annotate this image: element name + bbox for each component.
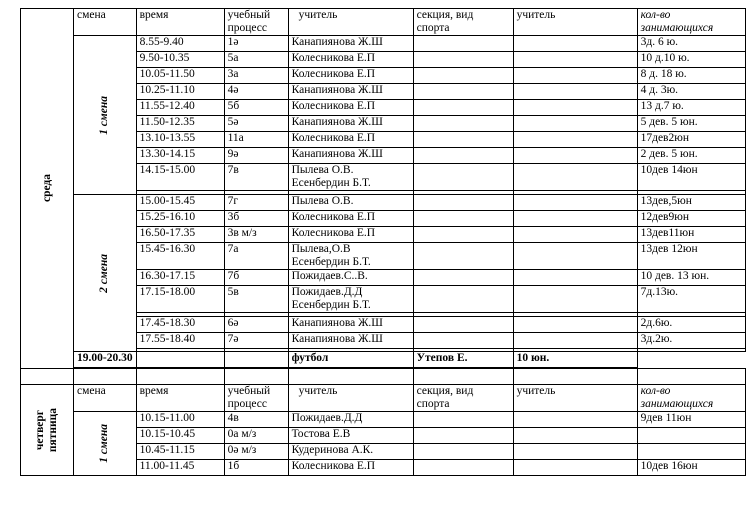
header-process: учебный процесс — [224, 9, 288, 36]
count-cell: 13дев,5юн — [637, 195, 745, 211]
section-cell — [413, 84, 513, 100]
header-process: учебный процесс — [224, 385, 288, 412]
group-cell: 5в — [224, 286, 288, 313]
table-row — [21, 36, 746, 52]
count-cell: 10дев 14юн — [637, 164, 745, 191]
header-teacher: учитель — [288, 385, 413, 412]
count-cell: 2д.6ю. — [637, 317, 745, 333]
time-cell: 15.25-16.10 — [136, 211, 224, 227]
header-section: секция, вид спорта — [413, 385, 513, 412]
teacher2-cell — [513, 52, 637, 68]
time-cell: 11.55-12.40 — [136, 100, 224, 116]
header-time: время — [136, 385, 224, 412]
time-cell: 14.15-15.00 — [136, 164, 224, 191]
section-cell — [413, 211, 513, 227]
teacher2-cell — [513, 317, 637, 333]
shift-label-1: 1 смена — [74, 36, 137, 195]
teacher2-cell — [513, 116, 637, 132]
teacher2-cell — [513, 164, 637, 191]
group-cell — [136, 352, 224, 368]
count-cell — [637, 428, 745, 444]
teacher2-cell — [513, 333, 637, 349]
time-cell: 16.50-17.35 — [136, 227, 224, 243]
section-cell — [413, 270, 513, 286]
time-cell: 9.50-10.35 — [136, 52, 224, 68]
header-shift: смена — [74, 9, 137, 36]
time-cell: 13.30-14.15 — [136, 148, 224, 164]
section-cell — [413, 195, 513, 211]
count-cell: 10 д.10 ю. — [637, 52, 745, 68]
time-cell: 10.15-11.00 — [136, 412, 224, 428]
group-cell: 5а — [224, 52, 288, 68]
group-cell: 7г — [224, 195, 288, 211]
teacher2-cell — [513, 100, 637, 116]
time-cell: 15.45-16.30 — [136, 243, 224, 270]
section-cell — [413, 36, 513, 52]
header-count: кол-во занимающихся — [637, 9, 745, 36]
count-cell: 10дев 16юн — [637, 460, 745, 476]
header-teacher-2: учитель — [513, 9, 637, 36]
time-cell: 11.50-12.35 — [136, 116, 224, 132]
group-cell: 3в м/з — [224, 227, 288, 243]
teacher-cell: Колесникова Е.П — [288, 227, 413, 243]
section-cell — [413, 164, 513, 191]
football-row — [21, 352, 746, 368]
count-cell: 8 д. 18 ю. — [637, 68, 745, 84]
teacher2-cell — [513, 84, 637, 100]
teacher-cell: Колесникова Е.П — [288, 211, 413, 227]
group-cell: 4ә — [224, 84, 288, 100]
section-cell — [413, 116, 513, 132]
teacher2-cell — [513, 286, 637, 313]
section-cell — [413, 148, 513, 164]
teacher-cell: Пылева,О.В Есенбердин Б.Т. — [288, 243, 413, 270]
teacher-cell: Канапиянова Ж.Ш — [288, 148, 413, 164]
time-cell: 16.30-17.15 — [136, 270, 224, 286]
teacher2-cell — [513, 428, 637, 444]
time-cell: 10.45-11.15 — [136, 444, 224, 460]
count-cell: 13 д.7 ю. — [637, 100, 745, 116]
day-label-wednesday: среда — [21, 9, 74, 369]
header-row-2 — [21, 385, 746, 412]
section-cell — [413, 100, 513, 116]
count-cell: 5 дев. 5 юн. — [637, 116, 745, 132]
section-cell — [413, 412, 513, 428]
count-cell: 7д.13ю. — [637, 286, 745, 313]
teacher2-cell — [513, 270, 637, 286]
teacher-cell: Колесникова Е.П — [288, 100, 413, 116]
teacher-cell: Пылева О.В. — [288, 195, 413, 211]
group-cell: 6ә — [224, 317, 288, 333]
teacher-cell: Тостова Е.В — [288, 428, 413, 444]
table-row — [21, 412, 746, 428]
group-cell: 3а — [224, 68, 288, 84]
section-cell — [413, 286, 513, 313]
teacher2-cell — [513, 227, 637, 243]
teacher-cell: Канапиянова Ж.Ш — [288, 116, 413, 132]
teacher-cell: Канапиянова Ж.Ш — [288, 333, 413, 349]
count-cell: 2 дев. 5 юн. — [637, 148, 745, 164]
teacher2-cell — [513, 243, 637, 270]
count-cell: 3д.2ю. — [637, 333, 745, 349]
teacher-cell: Канапиянова Ж.Ш — [288, 36, 413, 52]
teacher2-cell — [513, 148, 637, 164]
section-cell — [413, 132, 513, 148]
group-cell: 0а м/з — [224, 428, 288, 444]
section-cell — [413, 227, 513, 243]
header-shift: смена — [74, 385, 137, 412]
teacher2-cell — [513, 211, 637, 227]
count-cell: 17дев2юн — [637, 132, 745, 148]
time-cell: 15.00-15.45 — [136, 195, 224, 211]
teacher2-cell — [513, 68, 637, 84]
section-cell — [413, 444, 513, 460]
count-cell: 4 д. 3ю. — [637, 84, 745, 100]
count-cell: 10 юн. — [513, 352, 637, 368]
time-cell: 11.00-11.45 — [136, 460, 224, 476]
group-cell: 5ә — [224, 116, 288, 132]
teacher-cell: Колесникова Е.П — [288, 132, 413, 148]
section-cell — [413, 68, 513, 84]
section-cell: футбол — [288, 352, 413, 368]
time-cell: 17.55-18.40 — [136, 333, 224, 349]
section-cell — [413, 243, 513, 270]
time-cell: 10.05-11.50 — [136, 68, 224, 84]
shift-label-1-thu: 1 смена — [74, 412, 137, 476]
time-cell: 10.25-11.10 — [136, 84, 224, 100]
time-cell: 17.45-18.30 — [136, 317, 224, 333]
teacher2-cell — [513, 460, 637, 476]
teacher-cell: Пожидаев.С..В. — [288, 270, 413, 286]
teacher-cell: Пылева О.В. Есенбердин Б.Т. — [288, 164, 413, 191]
shift-label-2: 2 смена — [74, 195, 137, 352]
teacher2-cell: Утепов Е. — [413, 352, 513, 368]
teacher-cell: Колесникова Е.П — [288, 460, 413, 476]
count-cell: 13дев 12юн — [637, 243, 745, 270]
teacher-cell: Колесникова Е.П — [288, 68, 413, 84]
group-cell: 3б — [224, 211, 288, 227]
header-section: секция, вид спорта — [413, 9, 513, 36]
time-cell: 13.10-13.55 — [136, 132, 224, 148]
count-cell: 3д. 6 ю. — [637, 36, 745, 52]
count-cell: 12дев9юн — [637, 211, 745, 227]
teacher-cell — [224, 352, 288, 368]
teacher2-cell — [513, 412, 637, 428]
group-cell: 4в — [224, 412, 288, 428]
schedule-table — [20, 8, 746, 476]
time-cell: 8.55-9.40 — [136, 36, 224, 52]
count-cell: 9дев 11юн — [637, 412, 745, 428]
count-cell: 13дев11юн — [637, 227, 745, 243]
teacher2-cell — [513, 444, 637, 460]
table-row — [21, 195, 746, 211]
group-cell: 5б — [224, 100, 288, 116]
teacher-cell: Пожидаев.Д.Д — [288, 412, 413, 428]
teacher2-cell — [513, 132, 637, 148]
section-cell — [413, 333, 513, 349]
teacher-cell: Колесникова Е.П — [288, 52, 413, 68]
group-cell: 7ә — [224, 333, 288, 349]
group-cell: 7а — [224, 243, 288, 270]
group-cell: 7б — [224, 270, 288, 286]
teacher2-cell — [513, 36, 637, 52]
section-cell — [413, 52, 513, 68]
group-cell: 1ә — [224, 36, 288, 52]
time-cell: 19.00-20.30 — [74, 352, 137, 368]
time-cell: 17.15-18.00 — [136, 286, 224, 313]
group-cell: 1б — [224, 460, 288, 476]
group-cell: 7в — [224, 164, 288, 191]
header-teacher: учитель — [288, 9, 413, 36]
count-cell — [637, 444, 745, 460]
teacher-cell: Пожидаев.Д.Д Есенбердин Б.Т. — [288, 286, 413, 313]
header-time: время — [136, 9, 224, 36]
section-cell — [413, 428, 513, 444]
teacher-cell: Канапиянова Ж.Ш — [288, 84, 413, 100]
group-cell: 9ә — [224, 148, 288, 164]
section-cell — [413, 460, 513, 476]
header-count: кол-во занимающихся — [637, 385, 745, 412]
count-cell: 10 дев. 13 юн. — [637, 270, 745, 286]
section-cell — [413, 317, 513, 333]
teacher-cell: Кудеринова А.К. — [288, 444, 413, 460]
header-teacher-2: учитель — [513, 385, 637, 412]
day-label-thu-fri: четверг пятница — [21, 385, 74, 476]
time-cell: 10.15-10.45 — [136, 428, 224, 444]
group-cell: 0ә м/з — [224, 444, 288, 460]
header-row — [21, 9, 746, 36]
group-cell: 11а — [224, 132, 288, 148]
gap-row — [21, 369, 746, 385]
teacher2-cell — [513, 195, 637, 211]
teacher-cell: Канапиянова Ж.Ш — [288, 317, 413, 333]
